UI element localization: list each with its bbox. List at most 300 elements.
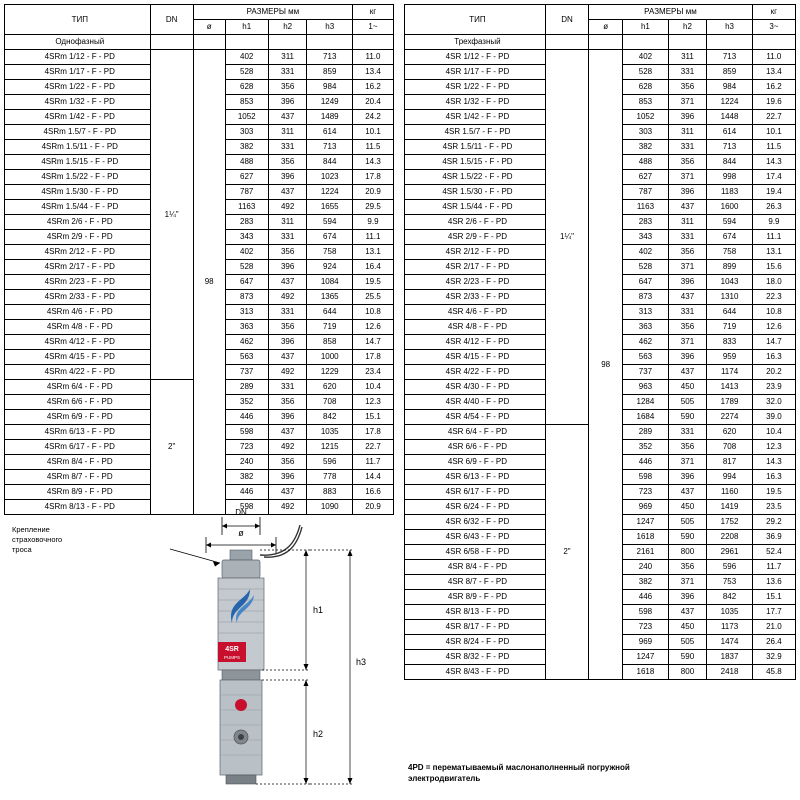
- row-w: 26.4: [752, 635, 795, 650]
- row-h1: 598: [225, 425, 268, 440]
- row-h2: 450: [668, 620, 707, 635]
- row-h3: 1000: [307, 350, 353, 365]
- row-h2: 437: [268, 485, 307, 500]
- row-h1: 402: [623, 245, 668, 260]
- row-w: 22.7: [752, 110, 795, 125]
- row-h1: 402: [623, 50, 668, 65]
- row-type: 4SR 6/13 - F - PD: [405, 470, 546, 485]
- row-type: 4SRm 1/17 - F - PD: [5, 65, 151, 80]
- row-w: 45.8: [752, 665, 795, 680]
- row-h2: 356: [668, 155, 707, 170]
- row-h1: 289: [225, 380, 268, 395]
- row-h3: 998: [707, 170, 752, 185]
- row-h3: 817: [707, 455, 752, 470]
- row-w: 10.4: [352, 380, 393, 395]
- row-w: 17.7: [752, 605, 795, 620]
- row-h2: 371: [668, 170, 707, 185]
- right-header-dims: РАЗМЕРЫ мм: [589, 5, 753, 20]
- row-h1: 462: [623, 335, 668, 350]
- row-h2: 331: [268, 140, 307, 155]
- row-type: 4SR 4/54 - F - PD: [405, 410, 546, 425]
- row-h2: 437: [668, 290, 707, 305]
- row-h3: 594: [307, 215, 353, 230]
- table-row: [5, 50, 394, 65]
- row-w: 16.6: [352, 485, 393, 500]
- row-h2: 371: [668, 260, 707, 275]
- row-type: 4SRm 1.5/11 - F - PD: [5, 140, 151, 155]
- row-w: 19.5: [352, 275, 393, 290]
- motor-body: [220, 680, 262, 775]
- row-h2: 396: [268, 260, 307, 275]
- row-h3: 1160: [707, 485, 752, 500]
- row-h2: 396: [268, 410, 307, 425]
- left-header-dims: РАЗМЕРЫ мм: [193, 5, 352, 20]
- row-w: 11.5: [752, 140, 795, 155]
- left-header-top-row: [5, 5, 394, 20]
- row-w: 25.5: [352, 290, 393, 305]
- row-h3: 614: [707, 125, 752, 140]
- row-h3: 2961: [707, 545, 752, 560]
- row-type: 4SR 6/6 - F - PD: [405, 440, 546, 455]
- row-h2: 437: [668, 605, 707, 620]
- row-w: 36.9: [752, 530, 795, 545]
- row-type: 4SR 1.5/7 - F - PD: [405, 125, 546, 140]
- row-h2: 311: [268, 50, 307, 65]
- row-h3: 833: [707, 335, 752, 350]
- row-h1: 488: [623, 155, 668, 170]
- row-h1: 853: [623, 95, 668, 110]
- row-type: 4SRm 2/9 - F - PD: [5, 230, 151, 245]
- row-h3: 1474: [707, 635, 752, 650]
- row-w: 17.8: [352, 350, 393, 365]
- row-h2: 396: [668, 275, 707, 290]
- row-h3: 708: [307, 395, 353, 410]
- row-type: 4SR 6/24 - F - PD: [405, 500, 546, 515]
- row-h3: 984: [707, 80, 752, 95]
- row-w: 13.1: [352, 245, 393, 260]
- row-w: 22.3: [752, 290, 795, 305]
- annotation-line-3: троса: [12, 545, 32, 554]
- row-type: 4SR 1.5/11 - F - PD: [405, 140, 546, 155]
- row-h1: 873: [623, 290, 668, 305]
- row-type: 4SR 6/58 - F - PD: [405, 545, 546, 560]
- row-type: 4SRm 6/17 - F - PD: [5, 440, 151, 455]
- row-type: 4SR 4/22 - F - PD: [405, 365, 546, 380]
- row-h1: 382: [623, 575, 668, 590]
- row-type: 4SR 8/24 - F - PD: [405, 635, 546, 650]
- row-h1: 598: [225, 500, 268, 515]
- row-h1: 446: [225, 410, 268, 425]
- right-header-weight-group: кг: [752, 5, 795, 20]
- row-h2: 505: [668, 635, 707, 650]
- power-cable: [260, 525, 300, 555]
- row-w: 9.9: [752, 215, 795, 230]
- row-type: 4SR 6/17 - F - PD: [405, 485, 546, 500]
- left-phase-w-blank: [352, 35, 393, 50]
- row-h2: 492: [268, 365, 307, 380]
- row-type: 4SR 6/9 - F - PD: [405, 455, 546, 470]
- row-w: 13.6: [752, 575, 795, 590]
- row-h2: 331: [668, 230, 707, 245]
- row-type: 4SR 1/12 - F - PD: [405, 50, 546, 65]
- row-type: 4SR 1.5/30 - F - PD: [405, 185, 546, 200]
- row-h1: 528: [623, 65, 668, 80]
- row-h2: 396: [668, 110, 707, 125]
- right-header-diameter: ø: [589, 20, 623, 35]
- row-h1: 343: [225, 230, 268, 245]
- row-h1: 462: [225, 335, 268, 350]
- row-type: 4SRm 8/9 - F - PD: [5, 485, 151, 500]
- row-h1: 352: [225, 395, 268, 410]
- row-w: 10.1: [352, 125, 393, 140]
- row-h1: 382: [225, 140, 268, 155]
- row-w: 11.1: [352, 230, 393, 245]
- row-h3: 596: [307, 455, 353, 470]
- row-type: 4SRm 1/42 - F - PD: [5, 110, 151, 125]
- row-w: 9.9: [352, 215, 393, 230]
- row-type: 4SR 1/22 - F - PD: [405, 80, 546, 95]
- row-h3: 1413: [707, 380, 752, 395]
- row-h3: 1752: [707, 515, 752, 530]
- row-h2: 590: [668, 530, 707, 545]
- row-h2: 311: [268, 125, 307, 140]
- row-h1: 723: [623, 620, 668, 635]
- row-w: 14.7: [352, 335, 393, 350]
- left-table-body: [5, 50, 394, 515]
- row-type: 4SR 1/42 - F - PD: [405, 110, 546, 125]
- row-w: 29.2: [752, 515, 795, 530]
- row-h1: 1247: [623, 650, 668, 665]
- row-h1: 528: [225, 260, 268, 275]
- row-h3: 2274: [707, 410, 752, 425]
- row-h1: 1684: [623, 410, 668, 425]
- row-h1: 723: [225, 440, 268, 455]
- row-h2: 331: [668, 140, 707, 155]
- row-type: 4SR 6/4 - F - PD: [405, 425, 546, 440]
- row-h1: 1052: [225, 110, 268, 125]
- row-h3: 1249: [307, 95, 353, 110]
- row-h2: 396: [668, 470, 707, 485]
- row-h2: 437: [268, 350, 307, 365]
- row-h2: 437: [268, 275, 307, 290]
- row-h2: 356: [268, 245, 307, 260]
- row-h3: 644: [307, 305, 353, 320]
- row-h3: 1090: [307, 500, 353, 515]
- row-diameter: 98: [589, 50, 623, 680]
- three-phase-spec-table: [404, 4, 796, 680]
- row-h3: 1215: [307, 440, 353, 455]
- h2-label: h2: [313, 729, 324, 739]
- row-w: 23.5: [752, 500, 795, 515]
- motor-red-dot: [235, 699, 247, 711]
- row-h3: 758: [707, 245, 752, 260]
- row-type: 4SR 2/33 - F - PD: [405, 290, 546, 305]
- right-header-type: ТИП: [405, 5, 546, 35]
- row-type: 4SRm 2/33 - F - PD: [5, 290, 151, 305]
- row-w: 20.4: [352, 95, 393, 110]
- right-table-body: [405, 50, 796, 680]
- left-header-weight: 1~: [352, 20, 393, 35]
- footnote-line-1: 4PD = перематываемый маслонаполненный погружной: [408, 763, 630, 772]
- row-w: 10.8: [752, 305, 795, 320]
- row-w: 12.6: [752, 320, 795, 335]
- right-header-h3: h3: [707, 20, 752, 35]
- row-type: 4SR 2/12 - F - PD: [405, 245, 546, 260]
- row-type: 4SRm 1/22 - F - PD: [5, 80, 151, 95]
- right-header-h2: h2: [668, 20, 707, 35]
- row-h1: 528: [623, 260, 668, 275]
- row-w: 18.0: [752, 275, 795, 290]
- row-w: 19.4: [752, 185, 795, 200]
- row-w: 32.9: [752, 650, 795, 665]
- row-h2: 356: [668, 560, 707, 575]
- row-h2: 371: [668, 95, 707, 110]
- annotation-line-2: страховочного: [12, 535, 63, 544]
- row-h3: 719: [707, 320, 752, 335]
- row-w: 19.6: [752, 95, 795, 110]
- row-h3: 1600: [707, 200, 752, 215]
- row-h3: 859: [307, 65, 353, 80]
- row-h3: 2208: [707, 530, 752, 545]
- row-h3: 1310: [707, 290, 752, 305]
- row-type: 4SR 4/6 - F - PD: [405, 305, 546, 320]
- left-header-h3: h3: [307, 20, 353, 35]
- row-h3: 620: [707, 425, 752, 440]
- row-type: 4SR 4/30 - F - PD: [405, 380, 546, 395]
- row-h1: 446: [623, 590, 668, 605]
- pump-outlet: [230, 550, 252, 560]
- row-w: 16.4: [352, 260, 393, 275]
- row-type: 4SRm 4/8 - F - PD: [5, 320, 151, 335]
- safety-rope-annotation: [12, 525, 112, 555]
- row-w: 32.0: [752, 395, 795, 410]
- left-phase-d-blank: [193, 35, 225, 50]
- right-phase-h3-blank: [707, 35, 752, 50]
- row-type: 4SRm 1.5/15 - F - PD: [5, 155, 151, 170]
- dn-label: DN: [235, 508, 247, 517]
- row-h3: 753: [707, 575, 752, 590]
- row-w: 20.9: [352, 185, 393, 200]
- row-h1: 628: [623, 80, 668, 95]
- row-h2: 356: [668, 80, 707, 95]
- row-h1: 283: [623, 215, 668, 230]
- left-table-container: [4, 4, 394, 515]
- row-h2: 437: [668, 485, 707, 500]
- row-h2: 356: [268, 320, 307, 335]
- left-phase-dn-blank: [150, 35, 193, 50]
- row-h2: 331: [268, 380, 307, 395]
- row-h1: 1618: [623, 665, 668, 680]
- row-type: 4SRm 8/7 - F - PD: [5, 470, 151, 485]
- footnote: [408, 762, 748, 784]
- row-h1: 240: [623, 560, 668, 575]
- right-table-container: [404, 4, 796, 680]
- pump-coupling: [222, 670, 260, 680]
- row-h3: 899: [707, 260, 752, 275]
- row-h3: 713: [307, 50, 353, 65]
- row-h3: 2418: [707, 665, 752, 680]
- row-h3: 1035: [307, 425, 353, 440]
- row-w: 17.4: [752, 170, 795, 185]
- row-h2: 371: [668, 575, 707, 590]
- row-w: 11.0: [752, 50, 795, 65]
- row-type: 4SRm 1.5/22 - F - PD: [5, 170, 151, 185]
- row-h1: 627: [623, 170, 668, 185]
- row-h1: 363: [225, 320, 268, 335]
- row-h1: 969: [623, 500, 668, 515]
- row-type: 4SR 8/4 - F - PD: [405, 560, 546, 575]
- row-w: 17.8: [352, 425, 393, 440]
- row-h2: 505: [668, 395, 707, 410]
- row-h1: 598: [623, 605, 668, 620]
- row-w: 26.3: [752, 200, 795, 215]
- row-h1: 737: [225, 365, 268, 380]
- row-type: 4SR 1.5/44 - F - PD: [405, 200, 546, 215]
- right-phase-w-blank: [752, 35, 795, 50]
- row-type: 4SRm 1.5/30 - F - PD: [5, 185, 151, 200]
- row-h2: 396: [268, 170, 307, 185]
- row-h3: 1173: [707, 620, 752, 635]
- row-h1: 528: [225, 65, 268, 80]
- row-h2: 800: [668, 545, 707, 560]
- row-h3: 844: [307, 155, 353, 170]
- row-h1: 402: [225, 245, 268, 260]
- row-h1: 382: [225, 470, 268, 485]
- row-w: 20.2: [752, 365, 795, 380]
- row-type: 4SRm 2/12 - F - PD: [5, 245, 151, 260]
- row-h1: 969: [623, 635, 668, 650]
- row-w: 11.1: [752, 230, 795, 245]
- row-h2: 311: [268, 215, 307, 230]
- row-w: 13.4: [352, 65, 393, 80]
- h1-label: h1: [313, 605, 324, 615]
- row-w: 19.5: [752, 485, 795, 500]
- row-type: 4SR 2/9 - F - PD: [405, 230, 546, 245]
- row-h2: 450: [668, 500, 707, 515]
- row-h3: 994: [707, 470, 752, 485]
- row-w: 21.0: [752, 620, 795, 635]
- row-h2: 396: [268, 95, 307, 110]
- row-w: 23.4: [352, 365, 393, 380]
- row-w: 14.3: [352, 155, 393, 170]
- row-type: 4SRm 4/6 - F - PD: [5, 305, 151, 320]
- brand-subtext: PUMPS: [223, 655, 241, 660]
- row-h3: 674: [707, 230, 752, 245]
- row-h3: 713: [707, 140, 752, 155]
- row-h1: 402: [225, 50, 268, 65]
- row-h2: 371: [668, 455, 707, 470]
- h3-label: h3: [356, 657, 367, 667]
- left-header-h2: h2: [268, 20, 307, 35]
- row-h1: 873: [225, 290, 268, 305]
- row-h3: 1224: [707, 95, 752, 110]
- row-h2: 356: [268, 395, 307, 410]
- row-type: 4SR 4/15 - F - PD: [405, 350, 546, 365]
- row-type: 4SR 8/17 - F - PD: [405, 620, 546, 635]
- row-h3: 1035: [707, 605, 752, 620]
- row-h1: 446: [225, 485, 268, 500]
- row-h3: 858: [307, 335, 353, 350]
- row-w: 16.2: [752, 80, 795, 95]
- row-h1: 563: [623, 350, 668, 365]
- row-h2: 396: [668, 350, 707, 365]
- row-type: 4SRm 1.5/44 - F - PD: [5, 200, 151, 215]
- row-h3: 614: [307, 125, 353, 140]
- row-type: 4SRm 8/13 - F - PD: [5, 500, 151, 515]
- row-type: 4SR 4/40 - F - PD: [405, 395, 546, 410]
- row-h2: 356: [268, 155, 307, 170]
- row-type: 4SRm 1.5/7 - F - PD: [5, 125, 151, 140]
- row-h3: 1789: [707, 395, 752, 410]
- left-header-dn: DN: [150, 5, 193, 35]
- row-w: 10.8: [352, 305, 393, 320]
- row-h1: 787: [623, 185, 668, 200]
- row-type: 4SRm 4/12 - F - PD: [5, 335, 151, 350]
- row-w: 16.2: [352, 80, 393, 95]
- row-h1: 1618: [623, 530, 668, 545]
- row-h1: 1247: [623, 515, 668, 530]
- row-type: 4SR 2/17 - F - PD: [405, 260, 546, 275]
- row-dn: 2": [150, 380, 193, 515]
- row-dn: 1¼": [150, 50, 193, 380]
- left-header-h1: h1: [225, 20, 268, 35]
- row-h2: 311: [668, 125, 707, 140]
- row-type: 4SRm 8/4 - F - PD: [5, 455, 151, 470]
- right-phase-h2-blank: [668, 35, 707, 50]
- row-h1: 1052: [623, 110, 668, 125]
- row-type: 4SR 8/9 - F - PD: [405, 590, 546, 605]
- row-h1: 647: [623, 275, 668, 290]
- row-w: 11.7: [752, 560, 795, 575]
- row-h3: 1174: [707, 365, 752, 380]
- row-type: 4SRm 2/23 - F - PD: [5, 275, 151, 290]
- row-h2: 356: [668, 245, 707, 260]
- row-h1: 343: [623, 230, 668, 245]
- left-header-type: ТИП: [5, 5, 151, 35]
- row-type: 4SRm 1/32 - F - PD: [5, 95, 151, 110]
- row-h1: 627: [225, 170, 268, 185]
- row-h3: 859: [707, 65, 752, 80]
- row-w: 24.2: [352, 110, 393, 125]
- row-h2: 505: [668, 515, 707, 530]
- row-h3: 620: [307, 380, 353, 395]
- row-type: 4SRm 4/22 - F - PD: [5, 365, 151, 380]
- row-h3: 924: [307, 260, 353, 275]
- row-h2: 437: [668, 365, 707, 380]
- row-w: 12.3: [352, 395, 393, 410]
- row-w: 15.6: [752, 260, 795, 275]
- annotation-line-1: Крепление: [12, 525, 50, 534]
- single-phase-spec-table: [4, 4, 394, 515]
- row-h1: 1284: [623, 395, 668, 410]
- row-h3: 708: [707, 440, 752, 455]
- row-h1: 647: [225, 275, 268, 290]
- left-header-diameter: ø: [193, 20, 225, 35]
- left-header-weight-group: кг: [352, 5, 393, 20]
- row-dn: 1¼": [545, 50, 588, 425]
- row-h2: 492: [268, 290, 307, 305]
- row-h1: 382: [623, 140, 668, 155]
- table-row: [405, 50, 796, 65]
- row-h3: 1489: [307, 110, 353, 125]
- row-type: 4SR 1.5/22 - F - PD: [405, 170, 546, 185]
- right-header-phase-row: [405, 35, 796, 50]
- row-h2: 331: [668, 425, 707, 440]
- row-h3: 674: [307, 230, 353, 245]
- row-w: 29.5: [352, 200, 393, 215]
- row-type: 4SR 2/6 - F - PD: [405, 215, 546, 230]
- row-h3: 758: [307, 245, 353, 260]
